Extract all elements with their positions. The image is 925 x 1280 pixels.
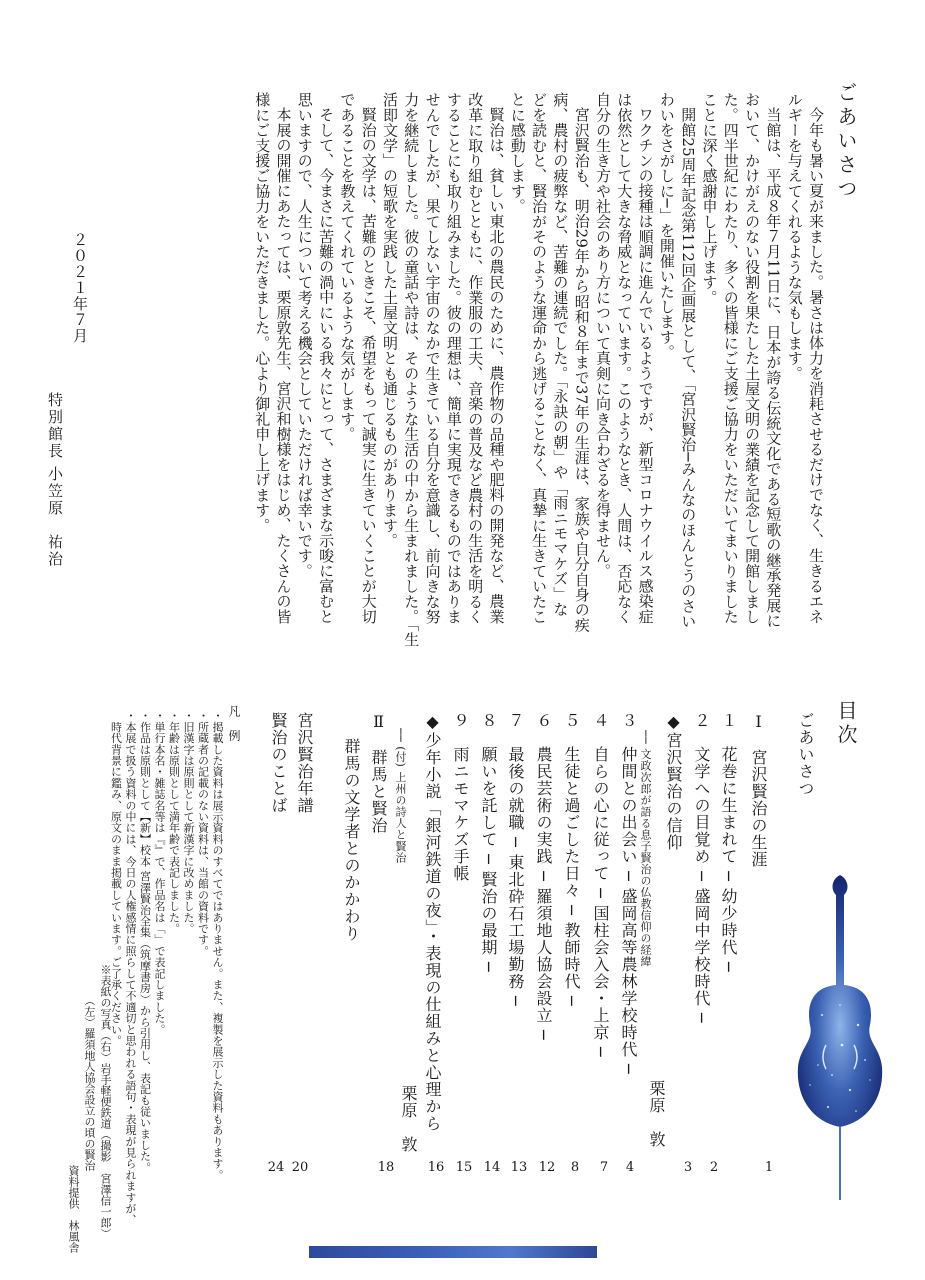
- greeting-line: せんでしたが、果てしない宇宙のなかで生きている自分を意識し、前向きな努: [423, 92, 442, 624]
- greeting-line: とに感動します。: [508, 92, 527, 214]
- toc-page-number: 14: [483, 1160, 501, 1175]
- toc-entry[interactable]: ３ 仲間との出会い ─ 盛岡高等農林学校時代 ─: [619, 712, 638, 1075]
- greeting-line: 様にご支援ご協力をいただきました。心より御礼申し上げます。: [253, 92, 272, 533]
- greeting-line: ルギーを与えてくれるような気もします。: [785, 92, 804, 381]
- greeting-line: 今年も暑い夏が来ました。暑さは体力を消耗させるだけでなく、生きるエネ: [807, 107, 825, 624]
- cello-illustration: [770, 875, 910, 1205]
- toc-entry[interactable]: 宮沢賢治年譜: [295, 712, 314, 814]
- greeting-title: ごあいさつ: [834, 82, 858, 202]
- toc-entry[interactable]: ── 文政次郎が語る息子賢治の仏教信仰の経緯: [639, 730, 652, 967]
- greeting-date: ２０２１年７月: [71, 232, 89, 344]
- toc-entry[interactable]: ６ 農民芸術の実践 ─ 羅須地人協会設立 ─: [534, 712, 553, 1041]
- toc-entry[interactable]: ８ 願いを託して ─ 賢治の最期 ─: [479, 712, 498, 973]
- greeting-line: 開館25周年記念第112回企画展として、「宮沢賢治─みんなのほんとうのさい: [679, 107, 698, 629]
- greeting-line: 当館は、平成８年７月11日に、日本が誇る伝統文化である短歌の継承発展に: [764, 107, 783, 629]
- toc-entry[interactable]: ７ 最後の就職 ─ 東北砕石工場勤務 ─: [506, 712, 525, 1007]
- greeting-line: 宮沢賢治も、明治29年から昭和８年まで37年の生涯は、家族や自分自身の疾: [572, 107, 591, 633]
- greeting-line: 改革に取り組むとともに、作業服の工夫、音楽の普及など農村の生活を明るく: [466, 92, 485, 624]
- greeting-line: 病、農村の疲弊など、苦難の連続でした。「永訣の朝」や「雨ニモマケズ」な: [551, 92, 570, 617]
- toc-title: 目次: [834, 700, 858, 748]
- toc-entry[interactable]: 栗原 敦: [399, 1085, 418, 1153]
- greeting-line: 賢治の文学は、苦難のときこそ、希望をもって誠実に生きていくことが大切: [359, 107, 378, 624]
- toc-entry[interactable]: 賢治のことば: [269, 712, 288, 814]
- signature-title: 特別館長: [46, 392, 64, 460]
- toc-page-number: 12: [538, 1160, 556, 1175]
- toc-entry[interactable]: Ⅰ 宮沢賢治の生涯: [749, 712, 768, 868]
- toc-page-number: 18: [377, 1160, 395, 1175]
- toc-entry[interactable]: ── (付) 上州の詩人と賢治: [394, 728, 407, 864]
- toc-page-number: 16: [427, 1160, 445, 1175]
- toc-page-number: 3: [683, 1160, 693, 1175]
- greeting-line: 思いますので、人生について考える機会としていただければ幸いです。: [295, 92, 314, 579]
- toc-page-number: 4: [625, 1160, 635, 1175]
- toc-entry[interactable]: ５ 生徒と過ごした日々 ─ 教師時代 ─: [562, 712, 581, 1007]
- toc-entry[interactable]: ◆少年小説「銀河鉄道の夜」・表現の仕組みと心理から: [423, 712, 442, 1132]
- toc-entry[interactable]: Ⅱ 群馬と賢治: [369, 712, 388, 834]
- greeting-line: 自分の生き方や社会のあり方について真剣に向き合わざるを得ません。: [594, 92, 612, 579]
- note-item: ・年齢は原則として満年齢で表記しました。: [167, 710, 181, 934]
- greeting-line: することにも取り組みました。彼の理想は、簡単に実現できるものではありま: [444, 92, 463, 624]
- toc-entry[interactable]: 群馬の文学者とのかかわり: [342, 738, 361, 942]
- toc-entry[interactable]: ごあいさつ: [796, 712, 815, 797]
- credit-line: 資料提供 林風舎: [67, 1165, 80, 1253]
- credit-line: （左）羅須地人協会設立の頃の賢治: [83, 995, 96, 1171]
- greeting-line: 賢治は、貧しい東北の農民のために、農作物の品種や肥料の開発など、農業: [487, 107, 506, 624]
- toc-page-number: 7: [599, 1160, 609, 1175]
- greeting-line: おいて、かけがえのない役割を果たした土屋文明の業績を記念して開館しまし: [743, 92, 762, 624]
- greeting-line: どを読むと、賢治がそのような運命から逃げることなく、真摯に生きていたこ: [530, 92, 549, 624]
- note-item: ・旧漢字は原則として新漢字に改めました。: [182, 710, 195, 934]
- toc-page-number: 13: [510, 1160, 528, 1175]
- toc-page-number: 15: [455, 1160, 473, 1175]
- greeting-line: ワクチンの接種は順調に進んでいるようですが、新型コロナウイルス感染症: [636, 107, 655, 624]
- notes-title: 凡 例: [227, 705, 241, 742]
- note-item: ・作品は原則として【新】校本 宮澤賢治全集（筑摩書房）から引用し、表記も従いました。: [138, 710, 152, 1173]
- greeting-line: た。四半世紀にわたり、多くの皆様にご支援ご協力をいただいてまいりました: [721, 92, 740, 624]
- greeting-line: 力を継続しました。彼の童話や詩は、そのような生活の中から生まれました。「生: [402, 92, 421, 647]
- toc-entry[interactable]: ２ 文学への目覚め ─ 盛岡中学校時代 ─: [692, 712, 711, 1024]
- toc-entry[interactable]: 栗原 敦: [647, 1080, 666, 1148]
- toc-page-number: 20: [291, 1160, 309, 1175]
- credit-line: ※表紙の写真（右）岩手軽便鉄道（撮影 宮澤信一郎）: [99, 964, 112, 1239]
- toc-page-number: 24: [267, 1160, 285, 1175]
- greeting-line: わいをさがしに─」を開催いたします。: [657, 92, 676, 360]
- toc-entry[interactable]: ９ 雨ニモマケズ手帳: [451, 712, 470, 882]
- greeting-line: ことに深く感謝申し上げます。: [700, 92, 719, 305]
- footer-accent-bar: [309, 1246, 597, 1258]
- note-item: ・単行本名・雑誌名等は『』で、作品名は「」で表記しました。: [153, 710, 166, 1035]
- toc-page-number: 2: [709, 1160, 719, 1175]
- note-item: ・掲載した資料は展示資料のすべてではありません。また、複製を展示した資料もあります。: [211, 710, 224, 1181]
- greeting-line: 活即文学」の短歌を実践した土屋文明とも通じるものがあります。: [381, 92, 399, 548]
- toc-entry[interactable]: １ 花巻に生まれて ─ 幼少時代 ─: [719, 712, 738, 973]
- note-item: ・所蔵者の記載のない資料は、当館の資料です。: [196, 710, 210, 957]
- toc-page-number: 8: [570, 1160, 580, 1175]
- greeting-line: 本展の開催にあたっては、栗原敦先生、宮沢和樹様をはじめ、たくさんの皆: [274, 107, 293, 624]
- note-item: ・本展で扱う資料の中には、今日の人権感情に照らして不適切と思われる語句・表現が見られますが、: [124, 710, 137, 1226]
- greeting-line: そして、今まさに苦難の渦中にいる我々にとって、さまざまな示唆に富むと: [317, 107, 336, 624]
- signature-name: 小笠原 祐治: [46, 466, 64, 568]
- note-item: 時代背景に鑑み、原文のまま掲載しています。ご了承ください。: [109, 710, 123, 1046]
- greeting-line: であることを教えてくれているような気がします。: [338, 92, 357, 442]
- toc-entry[interactable]: ４ 自らの心に従って ─ 国柱会入会・上京 ─: [591, 712, 610, 1058]
- toc-page-number: 1: [764, 1160, 774, 1175]
- toc-entry[interactable]: ◆宮沢賢治の信仰: [664, 712, 683, 851]
- greeting-line: は依然として大きな脅威となっています。このようなとき、人間は、否応なく: [615, 92, 634, 624]
